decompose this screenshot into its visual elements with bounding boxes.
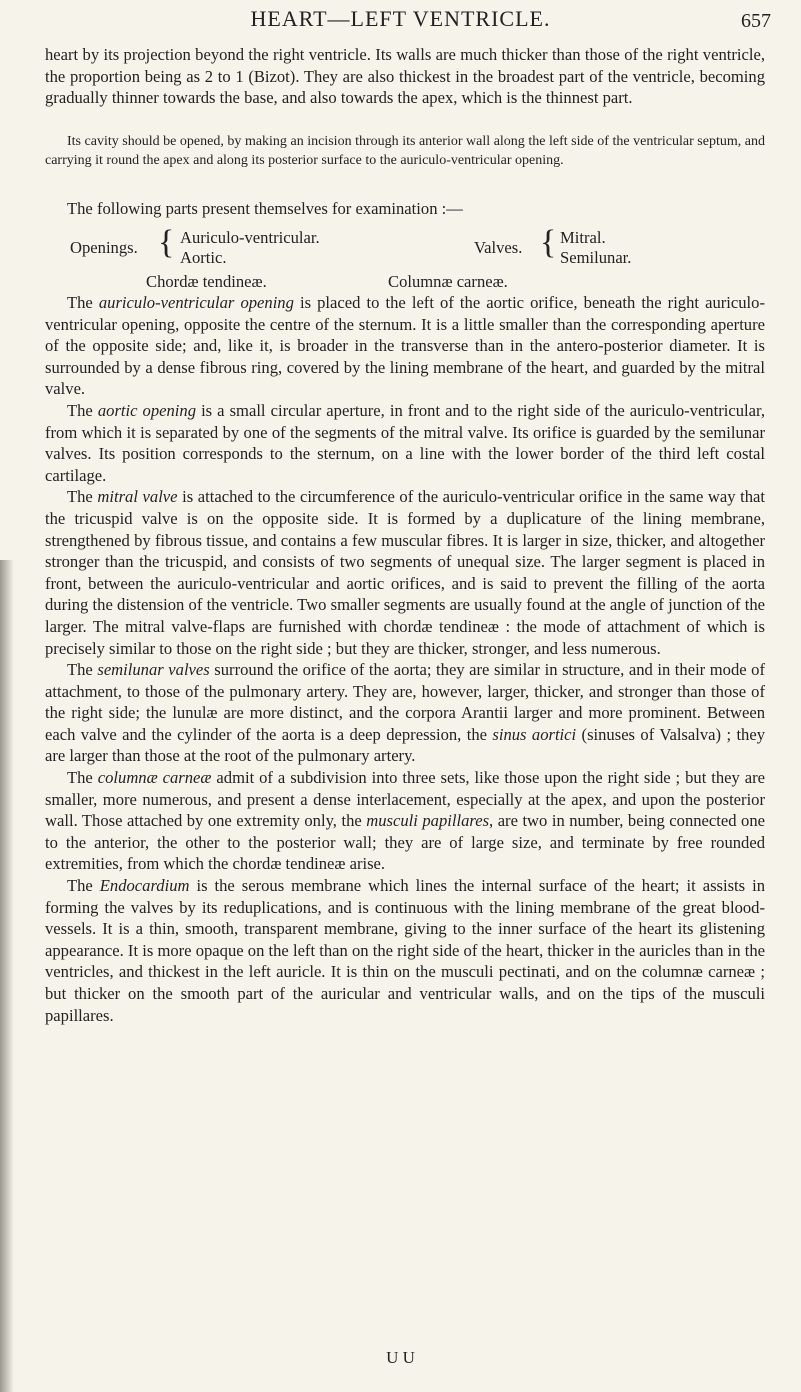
- parts-table: [70, 224, 770, 291]
- valves-label: Valves.: [474, 238, 523, 257]
- endocardium-term: Endocardium: [99, 876, 190, 896]
- valves-brace: {: [540, 224, 557, 261]
- mitral-term: mitral valve: [97, 487, 178, 507]
- running-title: HEART—LEFT VENTRICLE.: [250, 6, 551, 31]
- columnae-paragraph: The columnæ carneæ admit of a subdivision into three sets, like those upon the right side ; but they are smaller, more numerous, and present a dense interlacement, especially at the apex, and upon the posterior wall. Those attached by one extremity only, the musculi papillares, are two in number, being connected one to the anterior, the other to the posterior wall; they are of large size, and terminate by free rounded extremities, from which the chordæ tendineæ arise.: [45, 768, 766, 874]
- valve-mitral: Mitral.: [560, 228, 606, 247]
- endocardium-paragraph: The Endocardium is the serous membrane which lines the internal surface of the heart; it assists in forming the valves by its reduplications, and is continuous with the lining membrane of the great blood-vessels. It is a thin, smooth, transparent membrane, giving to the inner surface of the heart its glistening appearance. It is more opaque on the left than on the right side of the heart, thicker in the auricles than in the ventricles, and thickest in the left auricle. It is thin on the musculi pectinati, and on the columnæ carneæ ; but thicker on the smooth part of the auricular and ventricular walls, and on the tips of the musculi papillares.: [45, 876, 766, 1025]
- sinus-text: (sinuses of Valsalva) ; they are larger than those at the root of the pulmonary artery.: [45, 724, 766, 766]
- sinus-term: sinus aortici: [492, 724, 577, 744]
- openings-brace: {: [158, 224, 175, 261]
- body-text: [45, 292, 765, 1026]
- papillares-text: , are two in number, being connected one to the anterior, the other to the posterior wall; they are of large size, and terminate by free rounded extremities, from which the chordæ tendineæ arise.: [45, 811, 766, 874]
- semilunar-term: semilunar valves: [97, 660, 210, 680]
- following-text: The following parts present themselves for examination :—: [67, 199, 463, 218]
- av-paragraph: The auriculo-ventricular opening is placed to the left of the aortic orifice, beneath the right auriculo-ventricular opening, opposite the centre of the sternum. It is a little smaller than the corresponding aperture of the opposite side; and, like it, is broader in the transverse than in the antero-posterior diameter. It is surrounded by a dense fibrous ring, covered by the lining membrane of the heart, and guarded by the mitral valve.: [45, 293, 765, 399]
- cavity-text: Its cavity should be opened, by making an incision through its anterior wall along the left side of the ventricular septum, and carrying it round the apex and along its posterior surface to the auriculo-ventricular opening.: [45, 134, 765, 168]
- endocardium-text: is the serous membrane which lines the internal surface of the heart; it assists in forming the valves by its reduplications, and is continuous with the lining membrane of the great blood-vessels. It is a thin, smooth, transparent membrane, giving to the inner surface of the heart its glistening appearance. It is more opaque on the left than on the right side of the heart, thicker in the auricles than in the ventricles, and thickest in the left auricle. It is thin on the musculi pectinati, and on the columnæ carneæ ; but thicker on the smooth part of the auricular and ventricular walls, and on the tips of the musculi papillares.: [45, 876, 766, 1025]
- opening-aortic: Aortic.: [180, 248, 227, 267]
- mitral-paragraph: The mitral valve is attached to the circumference of the auriculo-ventricular orifice in the same way that the tricuspid valve is on the opposite side. It is formed by a duplicature of the lining membrane, strengthened by fibrous tissue, and contains a few muscular fibres. It is larger in size, thicker, and altogether stronger than the tricuspid, and consists of two segments of unequal size. The larger segment is placed in front, between the auriculo-ventricular and aortic orifices, and is said to prevent the filling of the aorta during the distension of the ventricle. Two smaller segments are usually found at the angle of junction of the larger. The mitral valve-flaps are furnished with chordæ tendineæ : the mode of attachment of which is precisely similar to those on the right side ; but they are thicker, stronger, and less numerous.: [45, 487, 765, 658]
- openings-label: Openings.: [70, 238, 138, 257]
- semilunar-text: surround the orifice of the aorta; they are similar in structure, and in their mode of attachment, to those of the pulmonary artery. They are, however, larger, thicker, and stronger than those of the right side; the lunulæ are more distinct, and the corpora Arantii larger and more prominent. Between each valve and the cylinder of the aorta is a deep depression, the: [45, 660, 766, 744]
- aortic-term: aortic opening: [97, 400, 197, 420]
- intro-text: heart by its projection beyond the right ventricle. Its walls are much thicker than those of the right ventricle, the proportion being as 2 to 1 (Bizot). They are also thickest in the broadest part of the ventricle, becoming gradually thinner towards the base, and also towards the apex, which is the thinnest part.: [45, 45, 765, 108]
- av-term: auriculo-ventricular opening: [98, 293, 294, 312]
- mitral-text: is attached to the circumference of the auriculo-ventricular orifice in the same way that the tricuspid valve is on the opposite side. It is formed by a duplicature of the lining membrane, strengthened by fibrous tissue, and contains a few muscular fibres. It is larger in size, thicker, and altogether stronger than the tricuspid, and consists of two segments of unequal size. The larger segment is placed in front, between the auriculo-ventricular and aortic orifices, and is said to prevent the filling of the aorta during the distension of the ventricle. Two smaller segments are usually found at the angle of junction of the larger. The mitral valve-flaps are furnished with chordæ tendineæ : the mode of attachment of which is precisely similar to those on the right side ; but they are thicker, stronger, and less numerous.: [45, 487, 765, 658]
- columnae-carneae: Columnæ carneæ.: [388, 272, 508, 291]
- opening-auriculo-ventricular: Auriculo-ventricular.: [180, 228, 320, 247]
- columnae-text: admit of a subdivision into three sets, like those upon the right side ; but they are smaller, more numerous, and present a dense interlacement, especially at the apex, and upon the posterior wall. Those attached by one extremity only, the: [45, 768, 766, 831]
- aortic-text: is a small circular aperture, in front and to the right side of the auriculo-ventricular, from which it is separated by one of the segments of the mitral valve. Its orifice is guarded by the semilunar valves. Its position corresponds to the sternum, on a line with the lower border of the third left costal cartilage.: [45, 400, 765, 485]
- valve-semilunar: Semilunar.: [560, 248, 632, 267]
- chordae-tendineae: Chordæ tendineæ.: [146, 272, 267, 291]
- intro-paragraph: [45, 44, 765, 109]
- av-text: is placed to the left of the aortic orifice, beneath the right auriculo-ventricular opening, opposite the centre of the sternum. It is a little smaller than the corresponding aperture of the opposite side; and, like it, is broader in the transverse than in the antero-posterior diameter. It is surrounded by a dense fibrous ring, covered by the lining membrane of the heart, and guarded by the mitral valve.: [45, 293, 765, 399]
- cavity-paragraph: [45, 132, 765, 170]
- following-paragraph: [45, 198, 765, 220]
- papillares-term: musculi papillares: [366, 811, 490, 831]
- aortic-paragraph: The aortic opening is a small circular aperture, in front and to the right side of the auriculo-ventricular, from which it is separated by one of the segments of the mitral valve. Its orifice is guarded by the semilunar valves. Its position corresponds to the sternum, on a line with the lower border of the third left costal cartilage.: [45, 400, 765, 485]
- columnae-term: columnæ carneæ: [97, 768, 212, 788]
- semilunar-paragraph: The semilunar valves surround the orifice of the aorta; they are similar in structure, and in their mode of attachment, to those of the pulmonary artery. They are, however, larger, thicker, and stronger than those of the right side; the lunulæ are more distinct, and the corpora Arantii larger and more prominent. Between each valve and the cylinder of the aorta is a deep depression, the sinus aortici (sinuses of Valsalva) ; they are larger than those at the root of the pulmonary artery.: [45, 660, 766, 766]
- page-binding-shadow: [0, 560, 14, 1392]
- page-number: 657: [741, 10, 771, 32]
- signature-mark: U U: [386, 1348, 415, 1367]
